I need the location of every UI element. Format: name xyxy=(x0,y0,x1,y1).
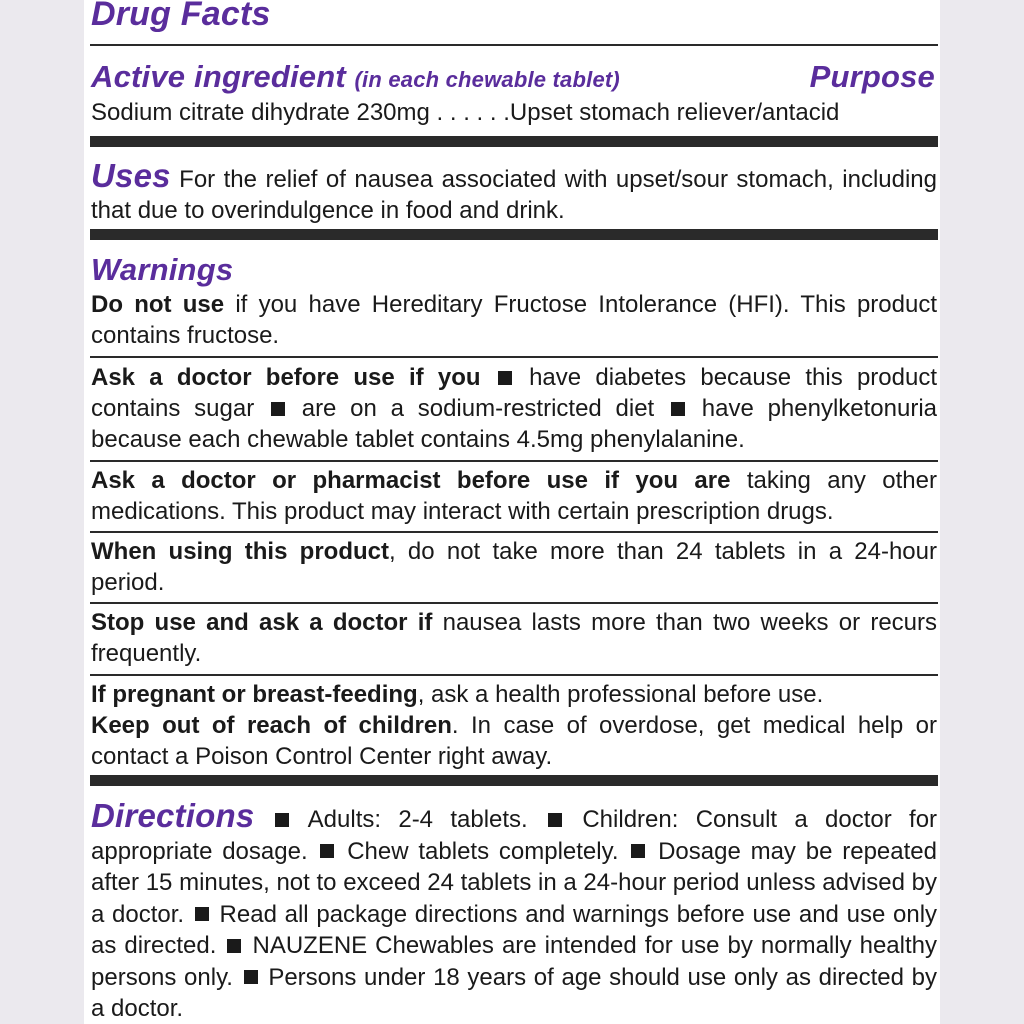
ask-doctor-item: have diabetes because this product contains sugar xyxy=(91,364,937,422)
ingredient-purpose: Upset stomach reliever/antacid xyxy=(509,99,840,126)
divider xyxy=(90,674,938,676)
section-bar xyxy=(90,136,938,147)
divider xyxy=(90,602,938,604)
pregnant-text: , ask a health professional before use. xyxy=(417,681,824,708)
bullet-square-icon xyxy=(320,844,334,858)
bullet-square-icon xyxy=(244,970,258,984)
uses-heading: Uses xyxy=(91,157,171,194)
active-ingredient-subheading: (in each chewable tablet) xyxy=(354,67,620,92)
section-bar xyxy=(90,775,938,786)
directions-section xyxy=(91,797,938,1024)
divider xyxy=(90,44,938,46)
direction-item: Adults: 2-4 tablets. xyxy=(307,806,528,833)
divider xyxy=(90,531,938,533)
divider xyxy=(90,356,938,358)
ask-doctor-item: have phenylketonuria because each chewable tablet contains 4.5mg phenylalanine. xyxy=(91,395,938,453)
active-ingredient-header xyxy=(91,58,937,96)
direction-item: Dosage may be repeated after 15 minutes, not to exceed 24 tablets in a 24-hour period unless advised by a doctor. xyxy=(91,837,937,928)
ask-pharmacist-block xyxy=(91,465,937,527)
uses-text: For the relief of nausea associated with upset/sour stomach, including that due to overindulgence in food and drink. xyxy=(91,166,937,224)
keep-out-text: . In case of overdose, get medical help or contact a Poison Control Center right away. xyxy=(91,712,937,770)
section-bar xyxy=(90,229,938,240)
divider xyxy=(90,460,938,462)
ask-pharmacist-label: Ask a doctor or pharmacist before use if you are xyxy=(91,467,731,494)
direction-item: Read all package directions and warnings before use and use only as directed. xyxy=(91,900,938,959)
stop-use-text: nausea lasts more than two weeks or recurs frequently. xyxy=(91,609,938,667)
direction-item: NAUZENE Chewables are intended for use by normally healthy persons only. xyxy=(91,932,937,991)
ask-doctor-item: are on a sodium-restricted diet xyxy=(301,395,655,422)
ingredient-dots: . . . . . . xyxy=(436,99,510,126)
pregnant-label: If pregnant or breast-feeding xyxy=(91,681,418,708)
drug-facts-panel xyxy=(84,0,940,1024)
warnings-heading: Warnings xyxy=(91,252,234,287)
do-not-use-text: if you have Hereditary Fructose Intolerance (HFI). This product contains fructose. xyxy=(91,291,937,349)
direction-item: Children: Consult a doctor for appropriate dosage. xyxy=(91,806,938,865)
active-ingredient-heading: Active ingredient xyxy=(91,59,346,94)
when-using-block xyxy=(91,536,937,598)
bullet-square-icon xyxy=(671,402,685,416)
directions-heading: Directions xyxy=(91,797,255,834)
ask-doctor-label: Ask a doctor before use if you xyxy=(91,364,481,391)
bullet-square-icon xyxy=(195,907,209,921)
bullet-square-icon xyxy=(271,402,285,416)
ingredient-name: Sodium citrate dihydrate 230mg xyxy=(91,99,430,126)
stop-use-block xyxy=(91,607,937,669)
purpose-heading: Purpose xyxy=(809,59,935,94)
direction-item: Chew tablets completely. xyxy=(347,837,619,865)
pregnant-block xyxy=(91,679,937,710)
bullet-square-icon xyxy=(631,844,645,858)
do-not-use-label: Do not use xyxy=(91,291,225,318)
bullet-square-icon xyxy=(548,813,562,827)
drug-facts-title: Drug Facts xyxy=(91,0,271,33)
keep-out-label: Keep out of reach of children xyxy=(91,712,452,739)
ask-pharmacist-text: taking any other medications. This product may interact with certain prescription drugs. xyxy=(91,467,937,525)
stop-use-label: Stop use and ask a doctor if xyxy=(91,609,433,636)
when-using-text: , do not take more than 24 tablets in a 24-hour period. xyxy=(91,538,937,596)
bullet-square-icon xyxy=(275,813,289,827)
direction-item: Persons under 18 years of age should use only as directed by a doctor. xyxy=(91,963,938,1022)
active-ingredient-row xyxy=(91,97,937,128)
bullet-square-icon xyxy=(498,371,512,385)
keep-out-block xyxy=(91,710,937,772)
uses-section xyxy=(91,157,937,226)
bullet-square-icon xyxy=(227,939,241,953)
do-not-use-block xyxy=(91,289,937,351)
when-using-label: When using this product xyxy=(91,538,390,565)
ask-doctor-block xyxy=(91,362,937,455)
